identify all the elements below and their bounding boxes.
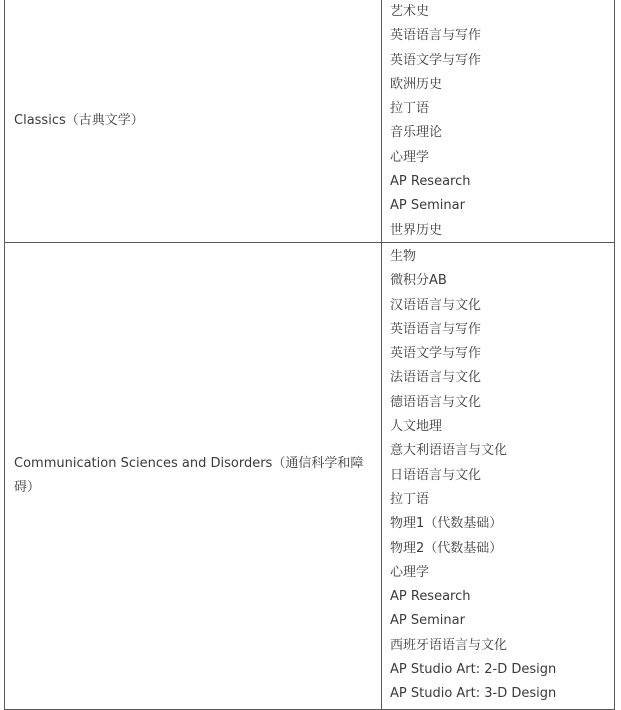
course-item: 意大利语语言与文化	[390, 443, 508, 459]
course-item: 物理1（代数基础）	[390, 516, 503, 532]
majors-courses-table	[4, 0, 615, 710]
course-item: AP Studio Art: 3-D Design	[390, 686, 557, 702]
course-item: 世界历史	[390, 222, 443, 238]
course-item: 微积分AB	[390, 273, 447, 289]
course-item: 英语文学与写作	[390, 346, 482, 362]
course-item: 日语语言与文化	[390, 467, 482, 483]
course-item: 生物	[390, 249, 417, 264]
course-list	[382, 243, 614, 709]
course-item: 心理学	[390, 564, 430, 580]
course-item: 音乐理论	[390, 125, 443, 141]
table-row	[5, 0, 614, 243]
course-item: AP Seminar	[390, 198, 465, 214]
course-item: 英语文学与写作	[390, 52, 482, 68]
course-item: AP Research	[390, 174, 471, 190]
course-item: 物理2（代数基础）	[390, 540, 503, 556]
course-item: 心理学	[390, 149, 430, 165]
major-name: Communication Sciences and Disorders（通信科学和障碍）	[5, 243, 382, 709]
table-row	[5, 243, 614, 710]
course-item: 汉语语言与文化	[390, 297, 482, 313]
course-item: AP Studio Art: 2-D Design	[390, 662, 557, 678]
course-item: 德语语言与文化	[390, 394, 482, 410]
course-item: 法语语言与文化	[390, 370, 482, 386]
course-item: 艺术史	[390, 4, 430, 19]
course-item: AP Research	[390, 589, 471, 605]
course-list	[382, 0, 614, 242]
course-item: 西班牙语语言与文化	[390, 637, 508, 653]
course-item: AP Seminar	[390, 613, 465, 629]
course-item: 拉丁语	[390, 491, 430, 507]
major-name: Classics（古典文学）	[5, 0, 382, 242]
course-item: 英语语言与写作	[390, 321, 482, 337]
course-item: 人文地理	[390, 419, 443, 435]
course-item: 拉丁语	[390, 101, 430, 117]
course-item: 欧洲历史	[390, 76, 443, 92]
course-item: 英语语言与写作	[390, 28, 482, 44]
